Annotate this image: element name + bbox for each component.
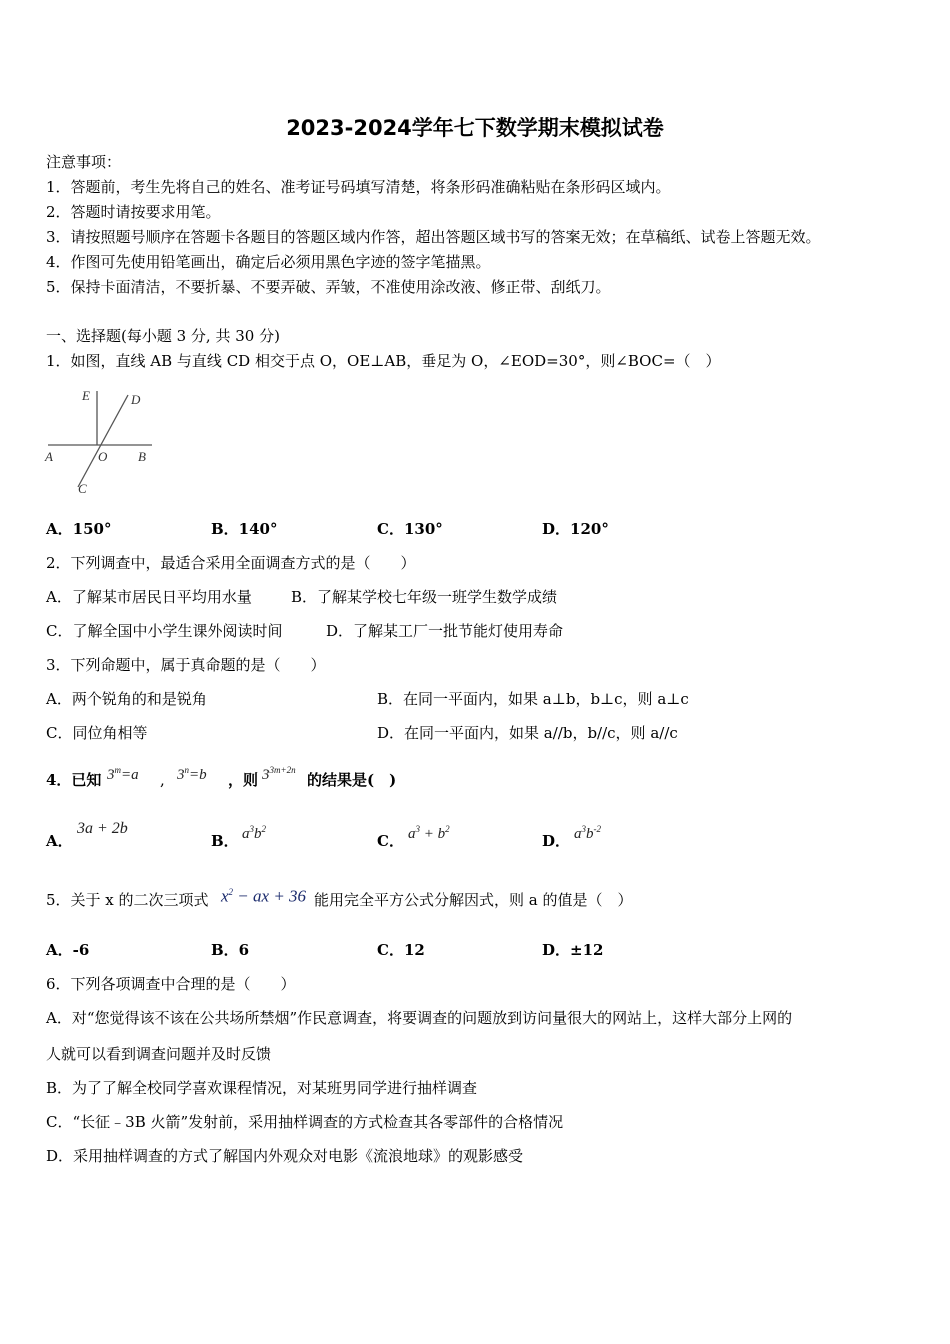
q4-expr3: $3^{3m+2n}$	[262, 765, 296, 783]
q4-option-d-expr[interactable]: $a^3b^{-2}$	[574, 824, 601, 842]
q1-figure	[40, 383, 160, 498]
notice-heading: 注意事项：	[46, 153, 122, 171]
q3-stem: 3．下列命题中，属于真命题的是（ ）	[46, 656, 326, 674]
q2-option-d[interactable]: D．了解某工厂一批节能灯使用寿命	[326, 622, 564, 640]
q6-stem: 6．下列各项调查中合理的是（ ）	[46, 975, 296, 993]
q2-option-b[interactable]: B．了解某学校七年级一班学生数学成绩	[291, 588, 558, 606]
q1-option-d[interactable]: D．120°	[542, 520, 609, 538]
label-d: D	[131, 392, 141, 407]
q3-option-b[interactable]: B．在同一平面内，如果 a⊥b，b⊥c，则 a⊥c	[377, 690, 689, 708]
q5-expression: $x^2$ − ax + 36	[221, 886, 307, 906]
q4-expr1: $3^m=a$	[107, 765, 139, 783]
q1-option-c[interactable]: C．130°	[377, 520, 443, 538]
q4-option-d-letter[interactable]: D．	[542, 832, 571, 850]
q2-option-a[interactable]: A．了解某市居民日平均用水量	[46, 588, 252, 606]
q6-option-b[interactable]: B．为了了解全校同学喜欢课程情况，对某班男同学进行抽样调查	[46, 1079, 478, 1097]
q4-mid: ，则	[228, 771, 259, 789]
q6-option-a-line1[interactable]: A．对“您觉得该不该在公共场所禁烟”作民意调查，将要调查的问题放到访问量很大的网站上，这样大部分上网的	[46, 1009, 793, 1027]
notice-item-3: 3．请按照题号顺序在答题卡各题目的答题区域内作答，超出答题区域书写的答案无效；在草稿纸、试卷上答题无效。	[46, 228, 821, 246]
notice-item-1: 1．答题前，考生先将自己的姓名、准考证号码填写清楚，将条形码准确粘贴在条形码区域内。	[46, 178, 671, 196]
label-b: B	[138, 449, 146, 464]
q4-option-c-letter[interactable]: C．	[377, 832, 404, 850]
q5-stem-start: 5．关于 x 的二次三项式	[46, 891, 209, 909]
line-cd	[78, 395, 128, 487]
label-o: O	[98, 449, 108, 464]
q4-option-c-expr[interactable]: $a^3 + b^2$	[408, 824, 450, 842]
q4-expr2: $3^n=b$	[177, 765, 207, 783]
notice-item-5: 5．保持卡面清洁，不要折暴、不要弄破、弄皱，不准使用涂改液、修正带、刮纸刀。	[46, 278, 611, 296]
q5-option-d[interactable]: D．±12	[542, 941, 604, 959]
q1-option-a[interactable]: A．150°	[46, 520, 112, 538]
q5-option-c[interactable]: C．12	[377, 941, 425, 959]
q5-stem-end: 能用完全平方公式分解因式，则 a 的值是（ ）	[314, 891, 633, 909]
q3-option-c[interactable]: C．同位角相等	[46, 724, 148, 742]
q2-option-c[interactable]: C．了解全国中小学生课外阅读时间	[46, 622, 283, 640]
q6-option-a-line2[interactable]: 人就可以看到调查问题并及时反馈	[46, 1045, 272, 1063]
q4-option-a-expr[interactable]: 3a + 2b	[77, 820, 128, 837]
q4-option-a-letter[interactable]: A．	[46, 832, 73, 850]
page-title: 2023-2024学年七下数学期末模拟试卷	[286, 116, 664, 140]
q6-option-c[interactable]: C．“长征﹣3B 火箭”发射前，采用抽样调查的方式检查其各零部件的合格情况	[46, 1113, 564, 1131]
label-e: E	[82, 388, 90, 403]
q4-stem-end: 的结果是( )	[307, 771, 397, 789]
q1-option-b[interactable]: B．140°	[211, 520, 278, 538]
q4-separator: ,	[160, 771, 165, 789]
q2-stem: 2．下列调查中，最适合采用全面调查方式的是（ ）	[46, 554, 416, 572]
notice-item-2: 2．答题时请按要求用笔。	[46, 203, 221, 221]
q6-option-d[interactable]: D．采用抽样调查的方式了解国内外观众对电影《流浪地球》的观影感受	[46, 1147, 524, 1165]
label-c: C	[78, 481, 87, 496]
notice-item-4: 4．作图可先使用铅笔画出，确定后必须用黑色字迹的签字笔描黑。	[46, 253, 491, 271]
q5-option-a[interactable]: A．-6	[46, 941, 90, 959]
q4-stem-start: 4．已知	[46, 771, 102, 789]
q4-option-b-expr[interactable]: $a^3b^2$	[242, 824, 266, 842]
q3-option-a[interactable]: A．两个锐角的和是锐角	[46, 690, 207, 708]
label-a: A	[45, 449, 53, 464]
q1-stem: 1．如图，直线 AB 与直线 CD 相交于点 O，OE⊥AB，垂足为 O，∠EOD=30°，则∠BOC=（ ）	[46, 352, 721, 370]
q4-option-b-letter[interactable]: B．	[211, 832, 239, 850]
section-heading: 一、选择题(每小题 3 分, 共 30 分)	[46, 327, 280, 345]
q3-option-d[interactable]: D．在同一平面内，如果 a//b，b//c，则 a//c	[377, 724, 678, 742]
q5-option-b[interactable]: B．6	[211, 941, 250, 959]
